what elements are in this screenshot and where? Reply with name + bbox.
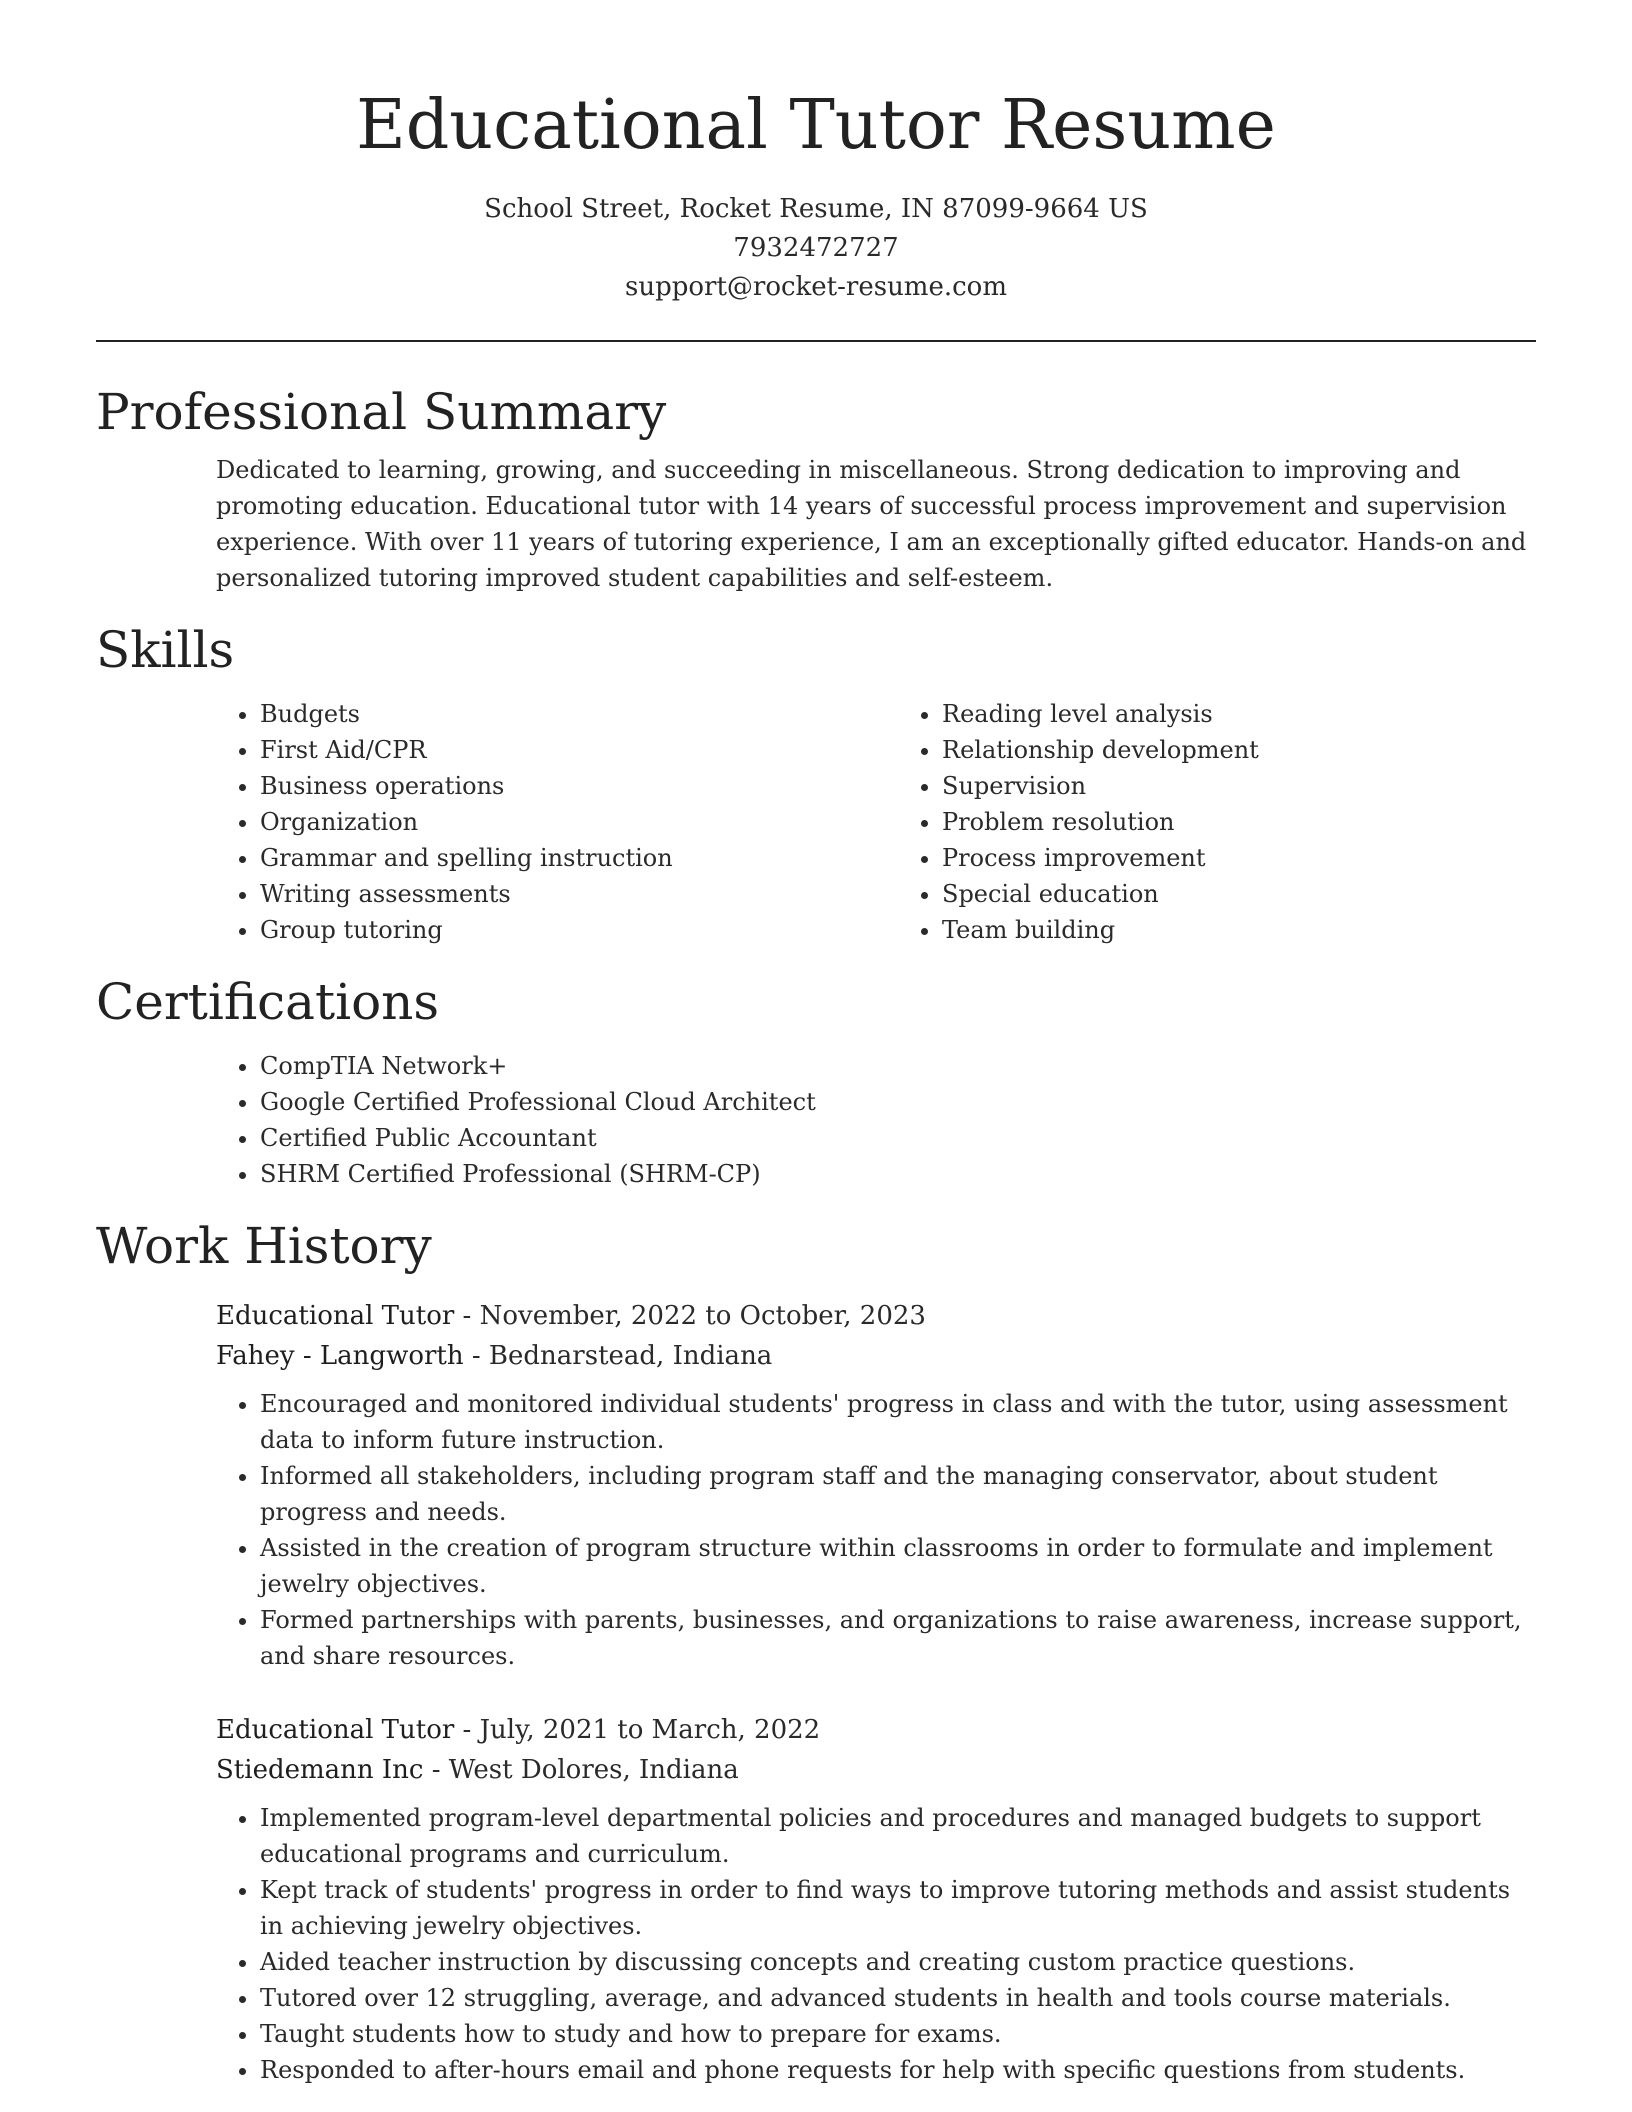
job-location: - West Dolores, Indiana: [423, 1755, 739, 1785]
skill-item: • Budgets: [260, 696, 898, 732]
certification-item: • SHRM Certified Professional (SHRM-CP): [260, 1156, 1536, 1192]
contact-block: [96, 190, 1536, 307]
skill-item: • Process improvement: [942, 840, 1536, 876]
resume-page: [96, 0, 1536, 2088]
job-duty: • Formed partnerships with parents, businesses, and organizations to raise awareness, increase support, and share resources.: [260, 1602, 1536, 1674]
skill-item: • Business operations: [260, 768, 898, 804]
certifications-heading: Certifications: [96, 973, 440, 1031]
summary-text: Dedicated to learning, growing, and succeeding in miscellaneous. Strong dedication to improving and promoting education. Educational tutor with 14 years of successful process improvement and supervision experience. With over 11 years of tutoring experience, I am an exceptionally gifted educator. Hands-on and personalized tutoring improved student capabilities and self-esteem.: [216, 456, 1527, 592]
job-company: Stiedemann Inc: [216, 1755, 424, 1785]
skill-item: • Group tutoring: [260, 912, 898, 948]
certification-item: • CompTIA Network+: [260, 1048, 1536, 1084]
job-duty: • Kept track of students' progress in order to find ways to improve tutoring methods and assist students in achieving jewelry objectives.: [260, 1872, 1536, 1944]
job-title-line: [216, 1296, 1536, 1336]
skills-columns: [96, 696, 1536, 948]
skill-item: • First Aid/CPR: [260, 732, 898, 768]
job-company-line: [216, 1750, 1536, 1790]
skills-heading: Skills: [96, 621, 235, 679]
skill-item: • Special education: [942, 876, 1536, 912]
resume-title: Educational Tutor Resume: [356, 86, 1276, 165]
header-divider: [96, 340, 1536, 342]
skills-list-left: [96, 696, 898, 948]
job-company: Fahey - Langworth: [216, 1341, 464, 1371]
job-title: Educational Tutor: [216, 1715, 455, 1745]
job-duties-list: [216, 1800, 1536, 2088]
skill-item: • Writing assessments: [260, 876, 898, 912]
skill-item: • Problem resolution: [942, 804, 1536, 840]
job-entry: [216, 1710, 1536, 2088]
summary-heading: Professional Summary: [96, 383, 667, 441]
skills-list-right: [898, 696, 1536, 948]
contact-address: School Street, Rocket Resume, IN 87099-9664 US: [484, 194, 1148, 224]
contact-phone: 7932472727: [733, 233, 899, 263]
skill-item: • Reading level analysis: [942, 696, 1536, 732]
job-company-line: [216, 1336, 1536, 1376]
skill-item: • Grammar and spelling instruction: [260, 840, 898, 876]
job-duty: • Responded to after-hours email and phone requests for help with specific questions from students.: [260, 2052, 1536, 2088]
job-title: Educational Tutor: [216, 1301, 455, 1331]
job-entry: [216, 1296, 1536, 1674]
certification-item: • Certified Public Accountant: [260, 1120, 1536, 1156]
skill-item: • Relationship development: [942, 732, 1536, 768]
job-duty: • Assisted in the creation of program structure within classrooms in order to formulate and implement jewelry objectives.: [260, 1530, 1536, 1602]
job-duties-list: [216, 1386, 1536, 1674]
job-location: - Bednarstead, Indiana: [463, 1341, 773, 1371]
work-history-heading: Work History: [96, 1217, 432, 1275]
job-duty: • Encouraged and monitored individual students' progress in class and with the tutor, using assessment data to inform future instruction.: [260, 1386, 1536, 1458]
skill-item: • Organization: [260, 804, 898, 840]
job-dates: - July, 2021 to March, 2022: [454, 1715, 821, 1745]
contact-email: support@rocket-resume.com: [624, 272, 1007, 302]
job-title-line: [216, 1710, 1536, 1750]
job-duty: • Aided teacher instruction by discussing concepts and creating custom practice questions.: [260, 1944, 1536, 1980]
skill-item: • Team building: [942, 912, 1536, 948]
job-dates: - November, 2022 to October, 2023: [454, 1301, 926, 1331]
certification-item: • Google Certified Professional Cloud Architect: [260, 1084, 1536, 1120]
job-duty: • Informed all stakeholders, including program staff and the managing conservator, about student progress and needs.: [260, 1458, 1536, 1530]
job-duty: • Tutored over 12 struggling, average, and advanced students in health and tools course materials.: [260, 1980, 1536, 2016]
job-duty: • Taught students how to study and how to prepare for exams.: [260, 2016, 1536, 2052]
job-duty: • Implemented program-level departmental policies and procedures and managed budgets to support educational programs and curriculum.: [260, 1800, 1536, 1872]
certifications-list: [96, 1048, 1536, 1192]
skill-item: • Supervision: [942, 768, 1536, 804]
